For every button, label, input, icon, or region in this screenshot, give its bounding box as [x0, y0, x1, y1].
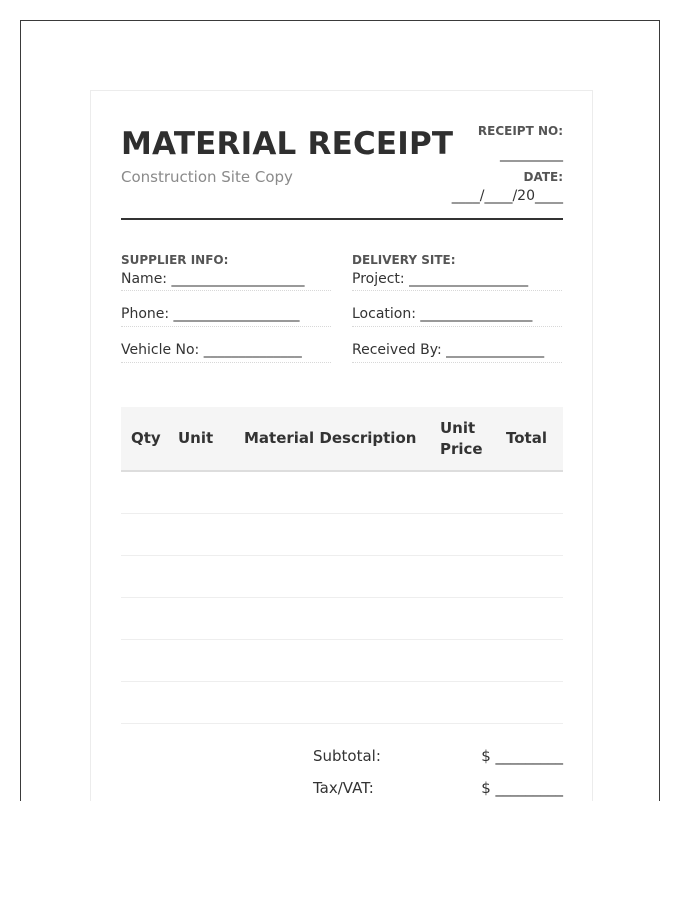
- table-cell[interactable]: [496, 514, 563, 556]
- table-row: [121, 640, 563, 682]
- supplier-heading: SUPPLIER INFO:: [121, 253, 229, 267]
- receipt-subtitle: Construction Site Copy: [121, 168, 293, 186]
- unit-price-label: Unit Price: [440, 418, 483, 458]
- supplier-phone-field[interactable]: Phone: __________________: [121, 303, 331, 327]
- tax-label: Tax/VAT:: [313, 779, 374, 797]
- supplier-name-field[interactable]: Name: ___________________: [121, 269, 331, 291]
- table-cell[interactable]: [121, 514, 168, 556]
- materials-table-wrap: [121, 407, 563, 724]
- table-row: [121, 556, 563, 598]
- table-cell[interactable]: [496, 682, 563, 724]
- table-cell[interactable]: [430, 471, 496, 514]
- table-row: [121, 471, 563, 514]
- delivery-heading: DELIVERY SITE:: [352, 253, 456, 267]
- table-cell[interactable]: [234, 682, 430, 724]
- project-field[interactable]: Project: _________________: [352, 269, 562, 291]
- table-cell[interactable]: [430, 682, 496, 724]
- date-field[interactable]: ____/____/20____: [451, 188, 563, 204]
- table-cell[interactable]: [234, 514, 430, 556]
- receipt-no-field[interactable]: _________: [500, 146, 563, 162]
- tax-field[interactable]: $ _________: [481, 779, 563, 797]
- table-cell[interactable]: [168, 514, 234, 556]
- receipt-sheet: [90, 90, 593, 801]
- table-cell[interactable]: [121, 556, 168, 598]
- table-cell[interactable]: [234, 471, 430, 514]
- table-cell[interactable]: [234, 598, 430, 640]
- table-header-row: [121, 407, 563, 471]
- table-cell[interactable]: [496, 640, 563, 682]
- table-cell[interactable]: [234, 640, 430, 682]
- table-cell[interactable]: [121, 598, 168, 640]
- document-viewport: [20, 20, 660, 801]
- table-cell[interactable]: [121, 640, 168, 682]
- table-cell[interactable]: [496, 556, 563, 598]
- table-cell[interactable]: [121, 471, 168, 514]
- receipt-title: MATERIAL RECEIPT: [121, 126, 454, 162]
- table-cell[interactable]: [121, 682, 168, 724]
- table-row: [121, 514, 563, 556]
- table-cell[interactable]: [496, 471, 563, 514]
- table-cell[interactable]: [430, 640, 496, 682]
- tax-row: [121, 779, 563, 801]
- table-row: [121, 598, 563, 640]
- location-field[interactable]: Location: ________________: [352, 303, 562, 327]
- totals-section: [121, 747, 563, 801]
- table-cell[interactable]: [430, 514, 496, 556]
- column-header-description: Material Description: [234, 407, 430, 471]
- subtotal-label: Subtotal:: [313, 747, 381, 765]
- receipt-content: [121, 91, 563, 797]
- column-header-total: Total: [496, 407, 563, 471]
- materials-table: [121, 407, 563, 724]
- subtotal-field[interactable]: $ _________: [481, 747, 563, 765]
- table-cell[interactable]: [234, 556, 430, 598]
- column-header-unit-price: [430, 407, 496, 471]
- subtotal-row: [121, 747, 563, 779]
- table-cell[interactable]: [168, 682, 234, 724]
- table-row: [121, 682, 563, 724]
- vehicle-no-field[interactable]: Vehicle No: ______________: [121, 339, 331, 363]
- delivery-site-info: [352, 251, 562, 363]
- table-cell[interactable]: [430, 556, 496, 598]
- supplier-info: [121, 251, 331, 363]
- table-cell[interactable]: [496, 598, 563, 640]
- receipt-no-label: RECEIPT NO:: [477, 124, 563, 138]
- date-label: DATE:: [523, 170, 563, 184]
- table-cell[interactable]: [168, 598, 234, 640]
- table-cell[interactable]: [430, 598, 496, 640]
- table-cell[interactable]: [168, 471, 234, 514]
- column-header-unit: Unit: [168, 407, 234, 471]
- table-body: [121, 471, 563, 724]
- table-cell[interactable]: [168, 556, 234, 598]
- column-header-qty: Qty: [121, 407, 168, 471]
- received-by-field[interactable]: Received By: ______________: [352, 339, 562, 363]
- table-cell[interactable]: [168, 640, 234, 682]
- receipt-header: [121, 91, 563, 220]
